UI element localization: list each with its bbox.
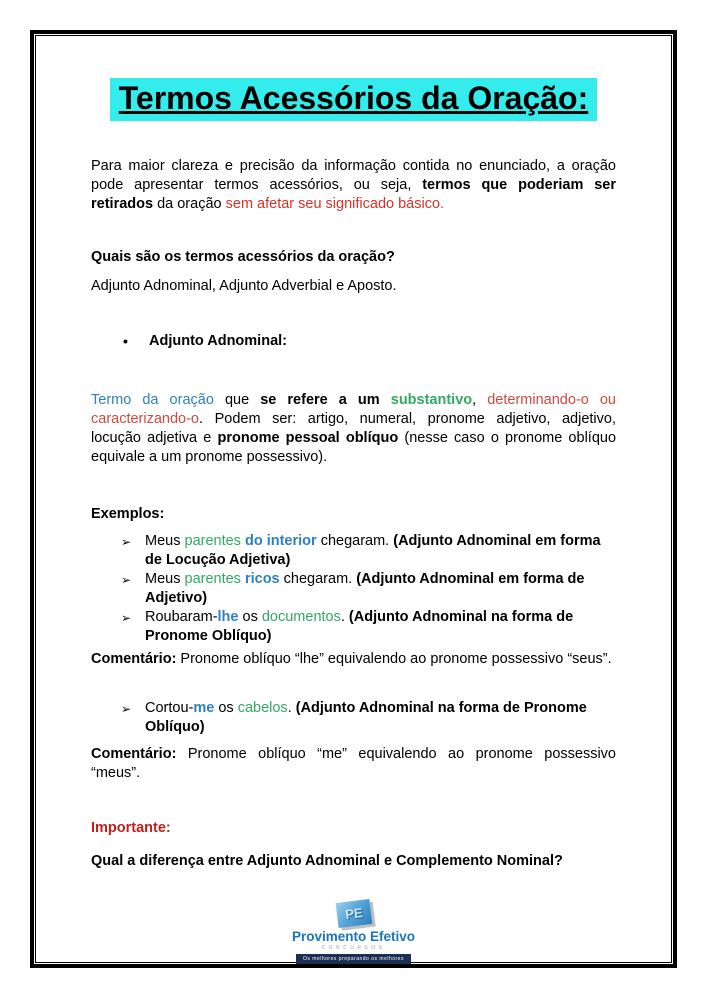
arrow-bullet-icon: ➢ (121, 573, 132, 587)
important-label: Importante: (91, 820, 171, 836)
example-text: Meus parentes ricos chegaram. (Adjunto Adnominal em forma de Adjetivo) (145, 571, 585, 606)
logo (91, 901, 616, 964)
logo-cube-text: PE (343, 904, 364, 923)
list-item (91, 608, 616, 646)
list-item (91, 699, 616, 737)
dot-bullet-icon: • (123, 333, 128, 349)
document-title: Termos Acessórios da Oração: (110, 78, 598, 121)
example-text: Cortou-me os cabelos. (Adjunto Adnominal na forma de Pronome Oblíquo) (145, 700, 587, 735)
example-text: Roubaram-lhe os documentos. (Adjunto Adnominal na forma de Pronome Oblíquo) (145, 609, 574, 644)
examples-list (91, 532, 616, 646)
logo-subtitle: CONCURSOS (321, 945, 386, 951)
page-border (30, 30, 677, 968)
bullet-heading: Adjunto Adnominal: (149, 333, 287, 349)
logo-cube-icon (335, 899, 372, 928)
bullet-item-adjunto-adnominal (91, 332, 616, 351)
question-answer: Adjunto Adnominal, Adjunto Adverbial e Aposto. (91, 278, 397, 294)
question-heading: Quais são os termos acessórios da oração? (91, 249, 395, 265)
list-item (91, 570, 616, 608)
arrow-bullet-icon: ➢ (121, 611, 132, 625)
definition-paragraph: Termo da oração que se refere a um substantivo, determinando-o ou caracterizando-o. Podem ser: artigo, numeral, pronome adjetivo, adjetivo, locução adjetiva e pronome pessoal oblíquo (nesse caso o pronome oblíquo equivale a um pronome possessivo). (91, 392, 617, 465)
title-row (91, 78, 616, 121)
comment-1: Comentário: Pronome oblíquo “lhe” equivalendo ao pronome possessivo “seus”. (91, 651, 612, 667)
arrow-bullet-icon: ➢ (121, 535, 132, 549)
logo-name: Provimento Efetivo (291, 929, 416, 944)
intro-paragraph: Para maior clareza e precisão da informação contida no enunciado, a oração pode apresentar termos acessórios, ou seja, termos que poderiam ser retirados da oração sem afetar seu significado básico. (91, 158, 616, 212)
comment-2: Comentário: Pronome oblíquo “me” equivalendo ao pronome possessivo “meus”. (91, 746, 616, 781)
list-item (91, 532, 616, 570)
page-inner-border (35, 35, 672, 963)
example-text: Meus parentes do interior chegaram. (Adjunto Adnominal em forma de Locução Adjetiva) (145, 533, 601, 568)
arrow-bullet-icon: ➢ (121, 702, 132, 716)
important-question: Qual a diferença entre Adjunto Adnominal e Complemento Nominal? (91, 853, 563, 869)
examples-heading: Exemplos: (91, 506, 165, 522)
logo-tagline: Os melhores preparando os melhores (296, 954, 411, 964)
